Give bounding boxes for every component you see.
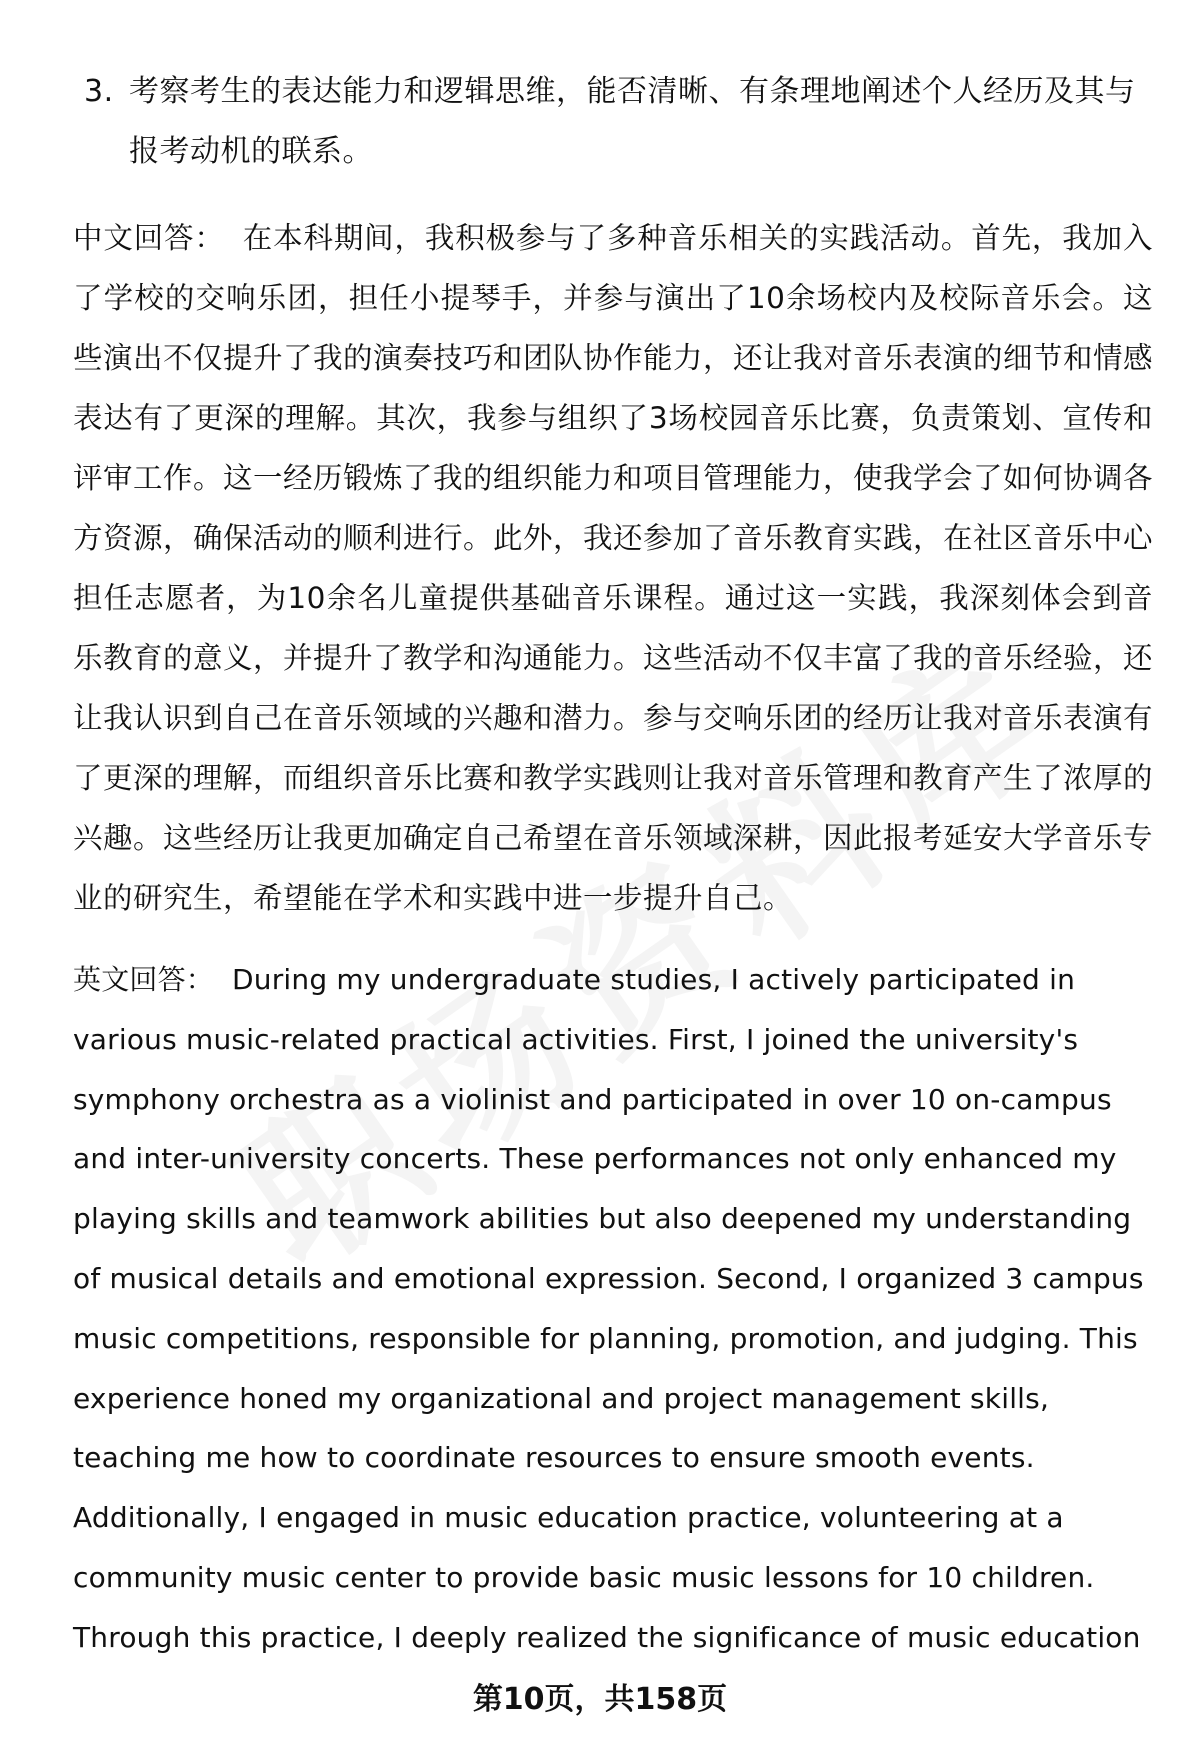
chinese-answer-paragraph — [73, 208, 1153, 928]
page-number-footer: 第10页，共158页 — [472, 1682, 728, 1717]
english-answer-label: 英文回答： — [73, 963, 215, 996]
list-item-3 — [84, 62, 1144, 182]
list-number: 3. — [84, 74, 114, 109]
english-answer-paragraph — [73, 950, 1153, 1668]
list-item-text: 考察考生的表达能力和逻辑思维，能否清晰、有条理地阐述个人经历及其与报考动机的联系。 — [129, 74, 1136, 169]
english-answer-text: During my undergraduate studies, I actively participated in various music-related practical activities. First, I joined the university's symphony orchestra as a violinist and participated in over 10 on-campus and inter-university concerts. These performances not only enhanced my playing skills and teamwork abilities but also deepened my understanding of musical details and emotional expression. Second, I organized 3 campus music competitions, responsible for planning, promotion, and judging. This experience honed my organizational and project management skills, teaching me how to coordinate resources to ensure smooth events. Additionally, I engaged in music education practice, volunteering at a community music center to provide basic music lessons for 10 children. Through this practice, I deeply realized the significance of music education — [73, 963, 1144, 1654]
chinese-answer-label: 中文回答： — [73, 221, 225, 255]
chinese-answer-text: 在本科期间，我积极参与了多种音乐相关的实践活动。首先，我加入了学校的交响乐团，担任小提琴手，并参与演出了10余场校内及校际音乐会。这些演出不仅提升了我的演奏技巧和团队协作能力，还让我对音乐表演的细节和情感表达有了更深的理解。其次，我参与组织了3场校园音乐比赛，负责策划、宣传和评审工作。这一经历锻炼了我的组织能力和项目管理能力，使我学会了如何协调各方资源，确保活动的顺利进行。此外，我还参加了音乐教育实践，在社区音乐中心担任志愿者，为10余名儿童提供基础音乐课程。通过这一实践，我深刻体会到音乐教育的意义，并提升了教学和沟通能力。这些活动不仅丰富了我的音乐经验，还让我认识到自己在音乐领域的兴趣和潜力。参与交响乐团的经历让我对音乐表演有了更深的理解，而组织音乐比赛和教学实践则让我对音乐管理和教育产生了浓厚的兴趣。这些经历让我更加确定自己希望在音乐领域深耕，因此报考延安大学音乐专业的研究生，希望能在学术和实践中进一步提升自己。 — [73, 221, 1154, 915]
